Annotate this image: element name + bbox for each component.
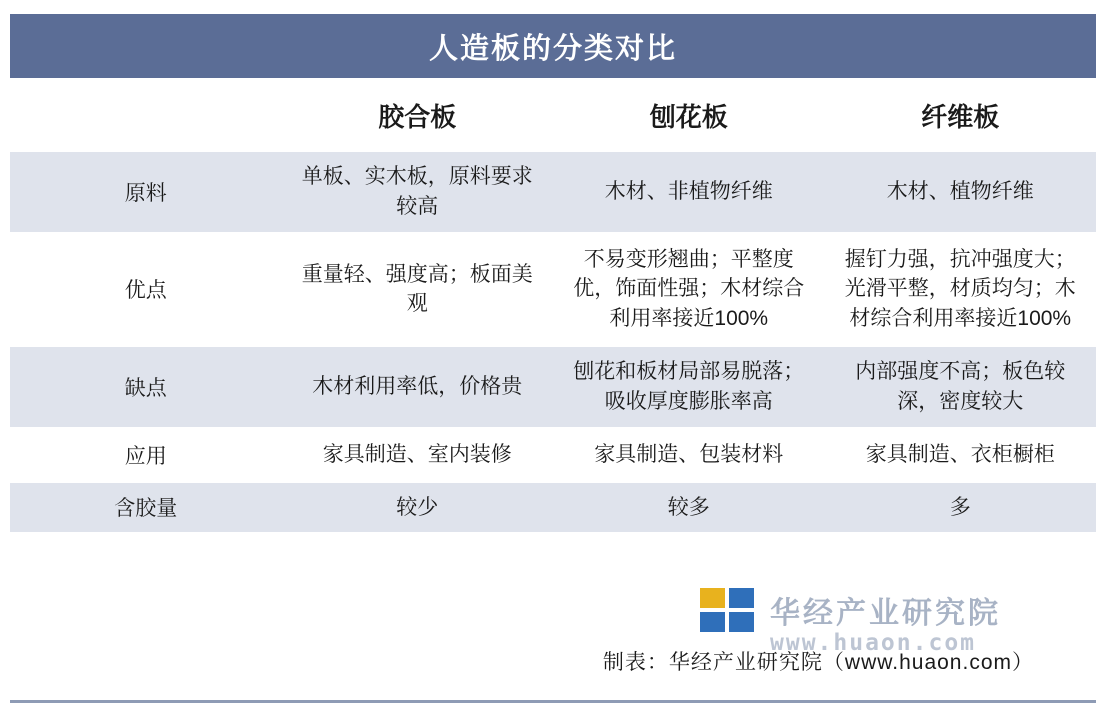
watermark-name: 华经产业研究院 [770, 597, 1001, 630]
column-header-plywood: 胶合板 [282, 78, 554, 152]
comparison-table [10, 14, 1096, 532]
table-header-row [10, 78, 1096, 152]
cell-application-fiberboard: 家具制造、衣柜橱柜 [825, 430, 1097, 480]
column-header-particleboard: 刨花板 [553, 78, 825, 152]
row-label-glue-content: 含胶量 [10, 483, 282, 533]
bottom-divider [10, 700, 1096, 703]
cell-disadvantages-particleboard: 刨花和板材局部易脱落；吸收厚度膨胀率高 [553, 347, 825, 427]
comparison-table-container [10, 14, 1096, 532]
row-label-advantages: 优点 [10, 235, 282, 344]
cell-disadvantages-fiberboard: 内部强度不高；板色较深，密度较大 [825, 347, 1097, 427]
table-row [10, 483, 1096, 533]
cell-advantages-particleboard: 不易变形翘曲；平整度优，饰面性强；木材综合利用率接近100% [553, 235, 825, 344]
left-margin [0, 0, 10, 710]
table-row [10, 152, 1096, 232]
cell-raw-material-fiberboard: 木材、植物纤维 [825, 152, 1097, 232]
cell-advantages-fiberboard: 握钉力强，抗冲强度大；光滑平整，材质均匀；木材综合利用率接近100% [825, 235, 1097, 344]
cell-glue-content-fiberboard: 多 [825, 483, 1097, 533]
watermark-url: www.huaon.com [770, 630, 977, 656]
cell-application-particleboard: 家具制造、包装材料 [553, 430, 825, 480]
row-label-raw-material: 原料 [10, 152, 282, 232]
column-header-fiberboard: 纤维板 [825, 78, 1097, 152]
cell-raw-material-plywood: 单板、实木板，原料要求较高 [282, 152, 554, 232]
page-title: 人造板的分类对比 [10, 14, 1096, 78]
table-row [10, 235, 1096, 344]
row-label-application: 应用 [10, 430, 282, 480]
cell-disadvantages-plywood: 木材利用率低，价格贵 [282, 347, 554, 427]
table-row [10, 430, 1096, 480]
table-row [10, 347, 1096, 427]
cell-glue-content-plywood: 较少 [282, 483, 554, 533]
title-row [10, 14, 1096, 78]
header-corner [10, 78, 282, 152]
cell-glue-content-particleboard: 较多 [553, 483, 825, 533]
cell-raw-material-particleboard: 木材、非植物纤维 [553, 152, 825, 232]
cell-application-plywood: 家具制造、室内装修 [282, 430, 554, 480]
cell-advantages-plywood: 重量轻、强度高；板面美观 [282, 235, 554, 344]
row-label-disadvantages: 缺点 [10, 347, 282, 427]
huaon-logo-icon [700, 588, 756, 632]
source-note: 制表：华经产业研究院（www.huaon.com） [602, 651, 1034, 674]
